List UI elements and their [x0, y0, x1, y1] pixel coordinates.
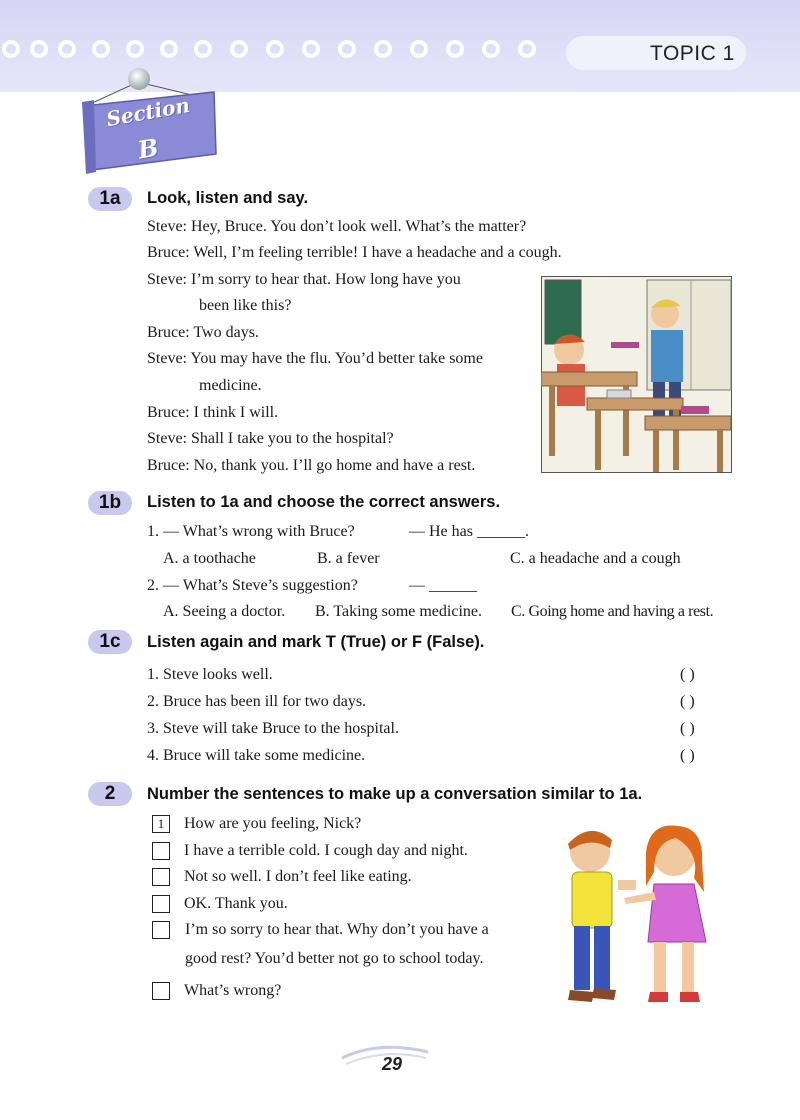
order-box-2[interactable] [152, 842, 170, 860]
dialogue-line-5: Steve: You may have the flu. You’d better take some [147, 350, 483, 367]
q1-option-c: C. a headache and a cough [510, 550, 681, 567]
sentence-1: How are you feeling, Nick? [184, 815, 362, 832]
tf-answer-4[interactable]: ( ) [680, 747, 695, 764]
dialogue-line-4: Bruce: Two days. [147, 324, 259, 341]
sentence-5: I’m so sorry to hear that. Why don’t you have a [185, 921, 489, 938]
badge-1a: 1a [88, 187, 132, 211]
q2-option-a: A. Seeing a doctor. [163, 603, 286, 620]
question-1-answer: — He has ______. [409, 523, 529, 540]
order-box-1[interactable]: 1 [152, 815, 170, 833]
dialogue-line-1: Steve: Hey, Bruce. You don’t look well. What’s the matter? [147, 218, 527, 235]
question-2-text: 2. — What’s Steve’s suggestion? [147, 577, 358, 594]
sentence-5-cont: good rest? You’d better not go to school today. [185, 950, 484, 967]
topic-label: TOPIC 1 [650, 42, 735, 65]
classroom-illustration [541, 276, 732, 473]
tf-item-4: 4. Bruce will take some medicine. [147, 747, 366, 764]
tf-answer-2[interactable]: ( ) [680, 693, 695, 710]
dialogue-line-8: Bruce: No, thank you. I’ll go home and have a rest. [147, 457, 476, 474]
sentence-4: OK. Thank you. [184, 895, 288, 912]
heading-1b: Listen to 1a and choose the correct answers. [147, 493, 501, 511]
badge-1c: 1c [88, 630, 132, 654]
heading-1c: Listen again and mark T (True) or F (False). [147, 633, 485, 651]
heading-2: Number the sentences to make up a conversation similar to 1a. [147, 785, 643, 803]
tf-answer-1[interactable]: ( ) [680, 666, 695, 683]
question-2-answer: — ______ [409, 577, 477, 594]
order-box-3[interactable] [152, 868, 170, 886]
badge-2: 2 [88, 782, 132, 806]
q2-option-b: B. Taking some medicine. [315, 603, 482, 620]
question-1-text: 1. — What’s wrong with Bruce? [147, 523, 355, 540]
dialogue-line-5-cont: medicine. [199, 377, 262, 394]
heading-1a: Look, listen and say. [147, 189, 309, 207]
dialogue-line-6: Bruce: I think I will. [147, 404, 279, 421]
dialogue-line-3: Steve: I’m sorry to hear that. How long have you [147, 271, 461, 288]
tf-item-2: 2. Bruce has been ill for two days. [147, 693, 367, 710]
section-letter: B [135, 132, 161, 165]
dialogue-line-7: Steve: Shall I take you to the hospital? [147, 430, 394, 447]
q2-option-c: C. Going home and having a rest. [511, 603, 714, 620]
tf-answer-3[interactable]: ( ) [680, 720, 695, 737]
pin-icon [128, 68, 150, 90]
page-number: 29 [382, 1054, 403, 1074]
kids-illustration [554, 822, 724, 1012]
dialogue-line-3-cont: been like this? [199, 297, 292, 314]
sentence-3: Not so well. I don’t feel like eating. [184, 868, 412, 885]
order-box-4[interactable] [152, 895, 170, 913]
tf-item-1: 1. Steve looks well. [147, 666, 273, 683]
badge-1b: 1b [88, 491, 132, 515]
order-box-6[interactable] [152, 982, 170, 1000]
section-word: Section [104, 92, 192, 132]
tf-item-3: 3. Steve will take Bruce to the hospital. [147, 720, 399, 737]
binder-rings [0, 40, 560, 70]
order-box-5[interactable] [152, 921, 170, 939]
q1-option-a: A. a toothache [163, 550, 256, 567]
sentence-6: What’s wrong? [184, 982, 282, 999]
sentence-2: I have a terrible cold. I cough day and night. [184, 842, 468, 859]
dialogue-line-2: Bruce: Well, I’m feeling terrible! I have a headache and a cough. [147, 244, 562, 261]
q1-option-b: B. a fever [317, 550, 380, 567]
